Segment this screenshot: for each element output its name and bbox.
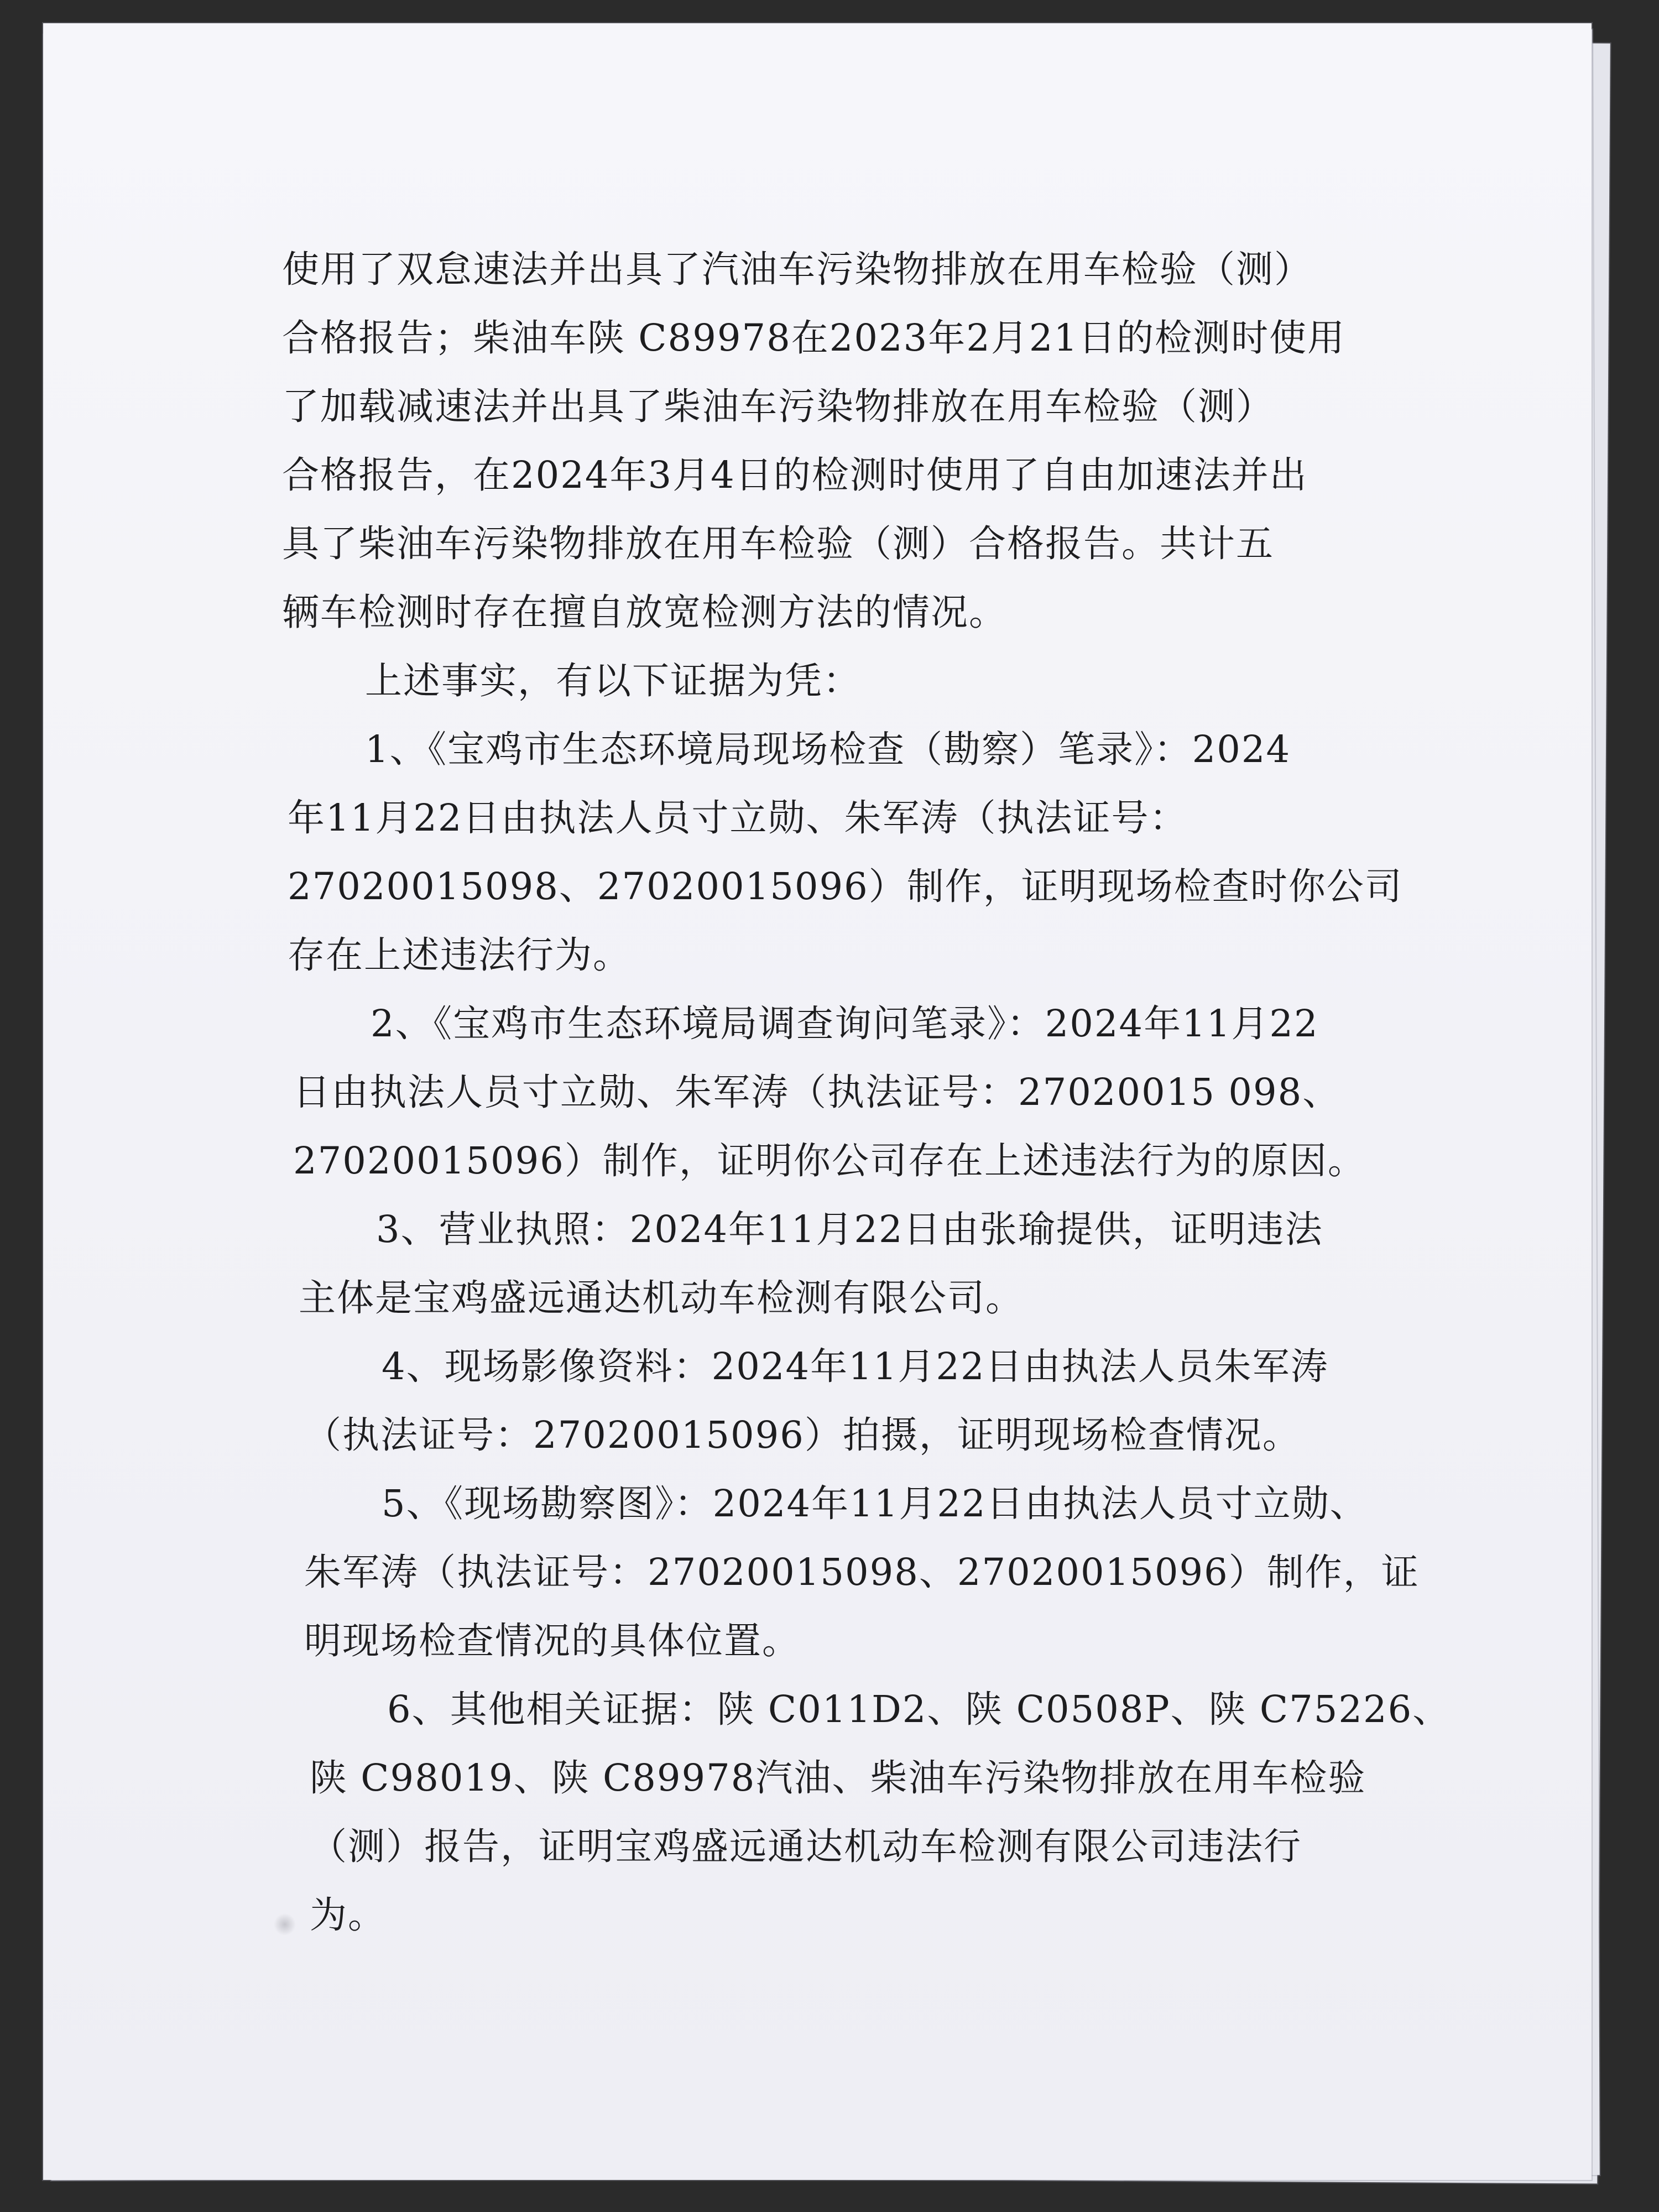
evidence-item-3: 3、营业执照：2024年11月22日由张瑜提供，证明违法 [376, 1208, 1323, 1251]
text-line: 朱军涛（执法证号：27020015098、27020015096）制作，证 [304, 1551, 1420, 1594]
text-line: 为。 [310, 1893, 386, 1937]
text-line: 27020015098、27020015096）制作，证明现场检查时你公司 [288, 865, 1403, 908]
text-line: 主体是宝鸡盛远通达机动车检测有限公司。 [299, 1276, 1024, 1319]
evidence-item-4: 4、现场影像资料：2024年11月22日由执法人员朱军涛 [382, 1345, 1329, 1388]
evidence-item-5: 5、《现场勘察图》：2024年11月22日由执法人员寸立勋、 [382, 1482, 1368, 1525]
text-line: 27020015096）制作，证明你公司存在上述违法行为的原因。 [293, 1139, 1366, 1182]
text-line: 陕 C98019、陕 C89978汽油、柴油车污染物排放在用车检验 [310, 1756, 1366, 1799]
text-line: （测）报告，证明宝鸡盛远通达机动车检测有限公司违法行 [310, 1825, 1302, 1868]
document-body [282, 235, 1451, 1949]
text-line: （执法证号：27020015096）拍摄，证明现场检查情况。 [304, 1413, 1301, 1457]
text-line: 使用了双怠速法并出具了汽油车污染物排放在用车检验（测） [282, 248, 1312, 291]
evidence-item-6: 6、其他相关证据：陕 C011D2、陕 C0508P、陕 C75226、 [387, 1688, 1451, 1731]
text-line: 明现场检查情况的具体位置。 [304, 1619, 800, 1662]
text-line: 年11月22日由执法人员寸立勋、朱军涛（执法证号： [288, 796, 1188, 839]
text-line: 合格报告；柴油车陕 C89978在2023年2月21日的检测时使用 [282, 316, 1346, 359]
text-line: 合格报告，在2024年3月4日的检测时使用了自由加速法并出 [282, 453, 1308, 497]
text-line: 具了柴油车污染物排放在用车检验（测）合格报告。共计五 [282, 522, 1274, 565]
paragraph-first-line: 上述事实，有以下证据为凭： [365, 659, 861, 702]
paper-mark [274, 1913, 296, 1936]
text-line: 辆车检测时存在擅自放宽检测方法的情况。 [282, 591, 1007, 634]
text-line: 日由执法人员寸立勋、朱军涛（执法证号：27020015 098、 [293, 1071, 1341, 1114]
text-line: 了加载减速法并出具了柴油车污染物排放在用车检验（测） [282, 385, 1274, 428]
text-line: 存在上述违法行为。 [288, 933, 631, 977]
evidence-item-2: 2、《宝鸡市生态环境局调查询问笔录》：2024年11月22 [371, 1002, 1319, 1045]
evidence-item-1: 1、《宝鸡市生态环境局现场检查（勘察）笔录》：2024 [365, 728, 1291, 771]
